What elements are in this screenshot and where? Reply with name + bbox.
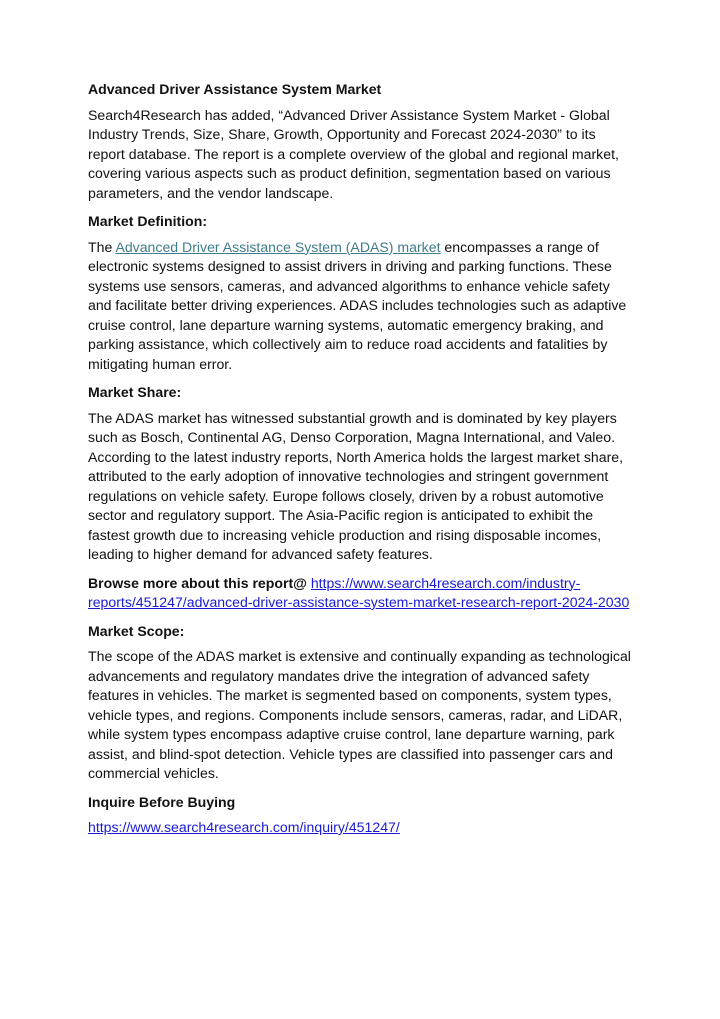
inquire-heading: Inquire Before Buying xyxy=(88,793,236,810)
document-page xyxy=(88,80,636,838)
market-scope-heading: Market Scope: xyxy=(88,622,185,639)
inquiry-paragraph xyxy=(88,818,636,838)
market-definition-heading: Market Definition: xyxy=(88,213,208,229)
inquiry-link[interactable]: https://www.search4research.com/inquiry/451247/ xyxy=(88,819,400,835)
adas-market-link[interactable]: Advanced Driver Assistance System (ADAS) market xyxy=(115,238,441,255)
market-share-heading: Market Share: xyxy=(88,384,182,400)
market-share-paragraph: The ADAS market has witnessed substantial growth and is dominated by key players such as Bosch, Continental AG, Denso Corporation, Magna International, and Valeo. According to the latest industry reports, North America holds the largest market share, attributed to the early adoption of innovative technologies and stringent government regulations on vehicle safety. Europe follows closely, driven by a robust automotive sector and regulatory support. The Asia-Pacific region is anticipated to exhibit the fastest growth due to increasing vehicle production and rising disposable incomes, leading to higher demand for advanced safety features. xyxy=(88,409,624,562)
document-title: Advanced Driver Assistance System Market xyxy=(88,81,382,97)
market-scope-paragraph: The scope of the ADAS market is extensive and continually expanding as technological advancements and regulatory mandates drive the integration of advanced safety features in vehicles. The market is segmented based on components, system types, vehicle types, and regions. Components include sensors, cameras, radar, and LiDAR, while system types encompass adaptive cruise control, lane departure warning, park assist, and blind-spot detection. Vehicle types are classified into passenger cars and commercial vehicles. xyxy=(88,648,631,781)
report-link[interactable]: https://www.search4research.com/industry-reports/451247/advanced-driver-assistance-system-market-research-report-2024-2030 xyxy=(88,574,630,610)
market-definition-paragraph xyxy=(88,238,636,375)
definition-prefix: The xyxy=(88,238,116,255)
intro-paragraph: Search4Research has added, “Advanced Driver Assistance System Market - Global Industry Trends, Size, Share, Growth, Opportunity and Forecast 2024-2030” to its report database. The report is a complete overview of the global and regional market, covering various aspects such as product definition, segmentation based on various parameters, and the vendor landscape. xyxy=(88,106,619,201)
browse-paragraph xyxy=(88,574,636,613)
browse-label: Browse more about this report@ xyxy=(88,574,307,591)
definition-suffix: encompasses a range of electronic systems designed to assist drivers in driving and parking functions. These systems use sensors, cameras, and advanced algorithms to enhance vehicle safety and facilitate better driving experiences. ADAS includes technologies such as adaptive cruise control, lane departure warning systems, automatic emergency braking, and parking assistance, which collectively aim to reduce road accidents and fatalities by mitigating human error. xyxy=(88,238,627,372)
